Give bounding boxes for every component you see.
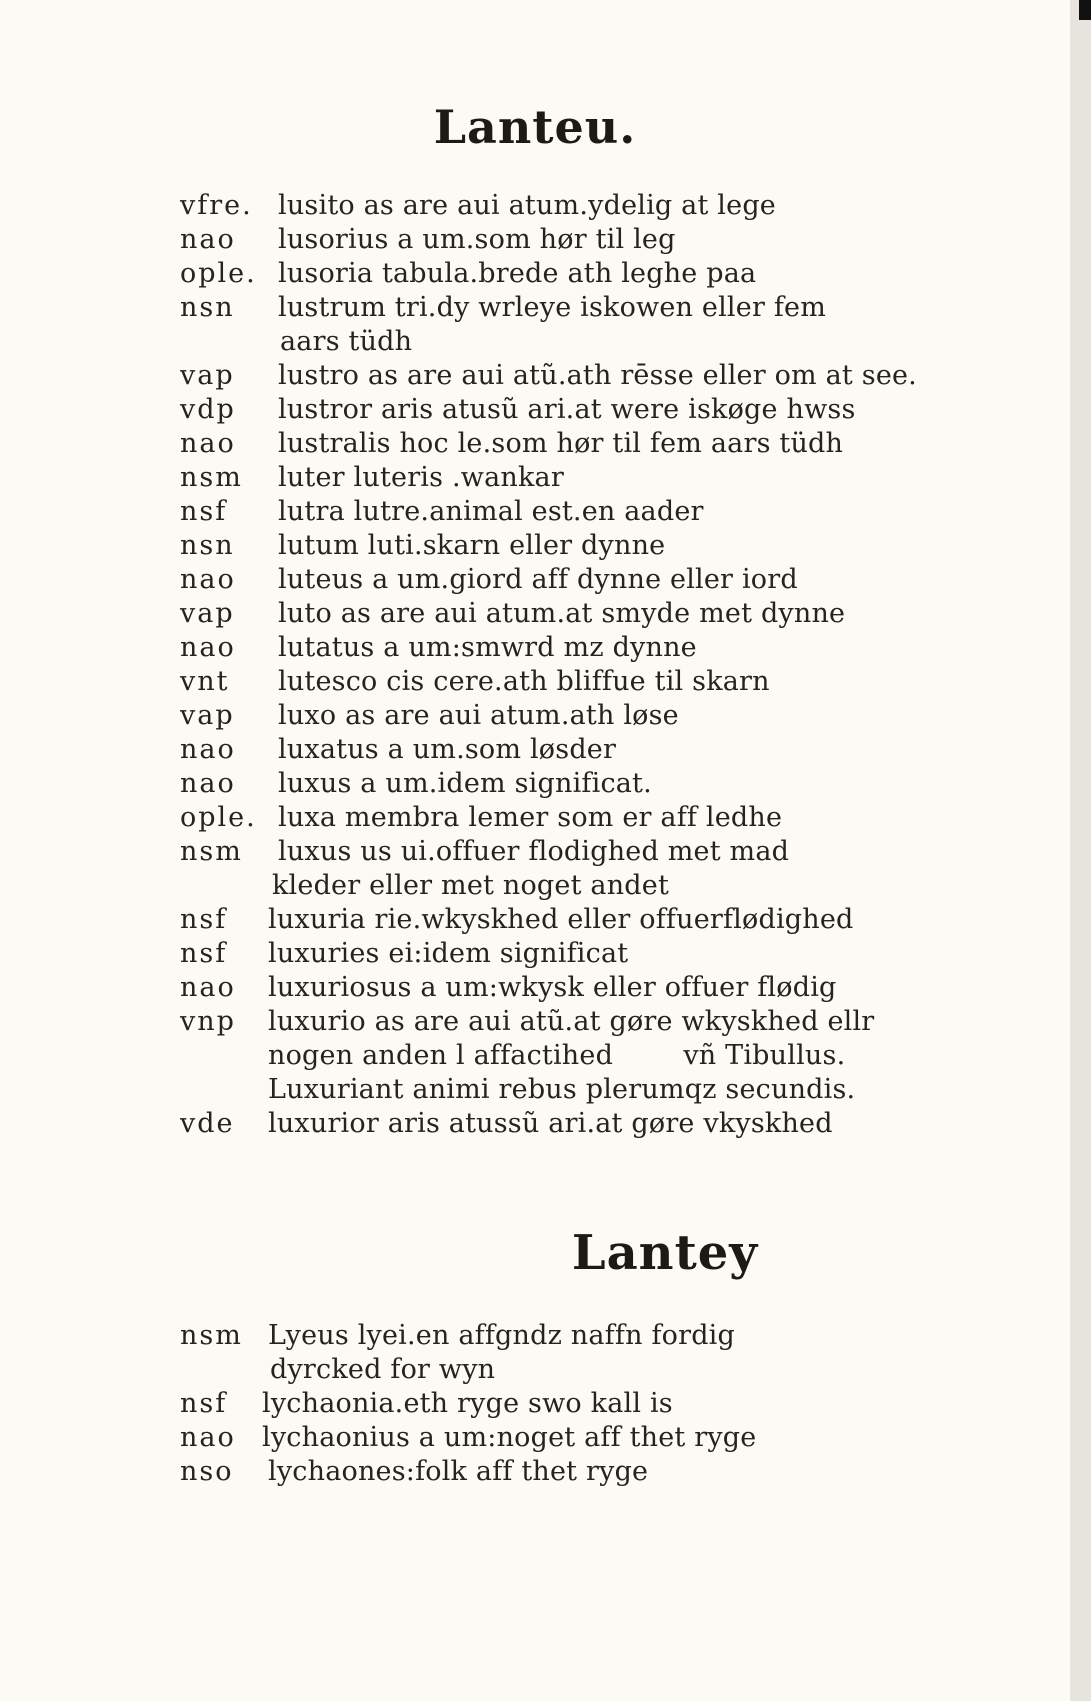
entry-row	[180, 664, 980, 700]
entry-code: nao	[180, 564, 236, 595]
entry-row	[180, 800, 980, 836]
entry-text: luxus us ui.offuer flodighed met mad	[278, 836, 790, 867]
entry-code: vap	[180, 360, 235, 391]
entry-code: nao	[180, 428, 236, 459]
entry-row	[180, 902, 980, 938]
entry-text: lutesco cis cere.ath bliffue til skarn	[278, 666, 770, 697]
entry-code: nsn	[180, 530, 235, 561]
entry-row	[180, 460, 980, 496]
entry-code: vnt	[180, 666, 230, 697]
entry-code: nsn	[180, 292, 235, 323]
entry-row	[180, 732, 980, 768]
entry-text: lutum luti.skarn eller dynne	[278, 530, 666, 561]
entry-row	[180, 392, 980, 428]
entry-code: vap	[180, 598, 235, 629]
entry-row	[180, 1454, 980, 1490]
entry-text: nogen anden l affactihed vñ Tibullus.	[268, 1040, 846, 1071]
entry-code: nsf	[180, 1388, 228, 1419]
entry-row	[180, 290, 980, 326]
entry-text: luxus a um.idem significat.	[278, 768, 652, 799]
entry-text: lustralis hoc le.som hør til fem aars tüdh	[278, 428, 844, 459]
entry-text: luxuria rie.wkyskhed eller offuerflødighed	[268, 904, 854, 935]
entry-row	[180, 494, 980, 530]
entry-text: aars tüdh	[280, 326, 413, 357]
entry-row	[180, 256, 980, 292]
entry-text: luxuries ei:idem significat	[268, 938, 629, 969]
scan-edge-mark	[1079, 0, 1091, 20]
entry-text: lychaonius a um:noget aff thet ryge	[262, 1422, 757, 1453]
entry-text: kleder eller met noget andet	[272, 870, 669, 901]
entry-code: nsm	[180, 836, 243, 867]
entry-text: lychaones:folk aff thet ryge	[268, 1456, 649, 1487]
entry-code: nao	[180, 734, 236, 765]
entry-text: lustrum tri.dy wrleye iskowen eller fem	[278, 292, 827, 323]
entry-text: lustror aris atusũ ari.at were iskøge hwss	[278, 394, 856, 425]
entry-text: luxa membra lemer som er aff ledhe	[278, 802, 783, 833]
entry-code: nao	[180, 632, 236, 663]
entry-text: lutatus a um:smwrd mz dynne	[278, 632, 697, 663]
entry-text: luxurior aris atussũ ari.at gøre vkyskhed	[268, 1108, 833, 1139]
entry-text: luter luteris .wankar	[278, 462, 564, 493]
entry-code: nao	[180, 224, 236, 255]
entry-row	[180, 766, 980, 802]
entry-row	[180, 188, 980, 224]
entry-text: luto as are aui atum.at smyde met dynne	[278, 598, 846, 629]
entry-text: lusito as are aui atum.ydelig at lege	[278, 190, 776, 221]
entry-row	[180, 1318, 980, 1354]
entry-code: nsf	[180, 496, 228, 527]
entry-row-continuation	[180, 1352, 980, 1388]
entry-code: vdp	[180, 394, 236, 425]
entry-text: lychaonia.eth ryge swo kall is	[262, 1388, 673, 1419]
entry-row-continuation	[180, 1072, 980, 1108]
entry-code: ople.	[180, 258, 257, 289]
entry-row	[180, 630, 980, 666]
entry-row	[180, 1420, 980, 1456]
entry-text: luxo as are aui atum.ath løse	[278, 700, 679, 731]
entry-text: Lyeus lyei.en affgndz naffn fordig	[268, 1320, 735, 1351]
entry-code: vap	[180, 700, 235, 731]
entry-code: vde	[180, 1108, 235, 1139]
entry-text: lutra lutre.animal est.en aader	[278, 496, 704, 527]
entry-code: nso	[180, 1456, 234, 1487]
entry-row	[180, 562, 980, 598]
entry-text: luxurio as are aui atũ.at gøre wkyskhed ellr	[268, 1006, 875, 1037]
entry-row	[180, 222, 980, 258]
scan-edge	[1070, 0, 1091, 1701]
entry-row-continuation	[180, 1038, 980, 1074]
entry-code: vnp	[180, 1006, 236, 1037]
entry-text: lusoria tabula.brede ath leghe paa	[278, 258, 757, 289]
entry-text: luxatus a um.som løsder	[278, 734, 617, 765]
entry-code: ople.	[180, 802, 257, 833]
entry-text: lustro as are aui atũ.ath rēsse eller om at see.	[278, 360, 917, 391]
entry-code: vfre.	[180, 190, 253, 221]
entry-row	[180, 426, 980, 462]
entry-code: nsm	[180, 1320, 243, 1351]
entry-row-continuation	[180, 324, 980, 360]
entry-row	[180, 1386, 980, 1422]
entry-code: nao	[180, 972, 236, 1003]
entry-row	[180, 596, 980, 632]
entry-code: nao	[180, 768, 236, 799]
entry-code: nsf	[180, 904, 228, 935]
entry-row-continuation	[180, 868, 980, 904]
entry-row	[180, 528, 980, 564]
entry-row	[180, 1004, 980, 1040]
entry-row	[180, 970, 980, 1006]
entry-code: nsm	[180, 462, 243, 493]
entry-text: lusorius a um.som hør til leg	[278, 224, 676, 255]
entry-row	[180, 358, 980, 394]
entry-text: luxuriosus a um:wkysk eller offuer flødig	[268, 972, 837, 1003]
entry-row	[180, 698, 980, 734]
entry-row	[180, 834, 980, 870]
entry-code: nao	[180, 1422, 236, 1453]
entry-row	[180, 936, 980, 972]
entry-code: nsf	[180, 938, 228, 969]
entry-text: dyrcked for wyn	[270, 1354, 496, 1385]
entry-row	[180, 1106, 980, 1142]
section-heading-top: Lanteu.	[433, 100, 637, 154]
entry-text: luteus a um.giord aff dynne eller iord	[278, 564, 798, 595]
section-heading-middle: Lantey	[571, 1225, 759, 1281]
entry-text: Luxuriant animi rebus plerumqz secundis.	[268, 1074, 856, 1105]
